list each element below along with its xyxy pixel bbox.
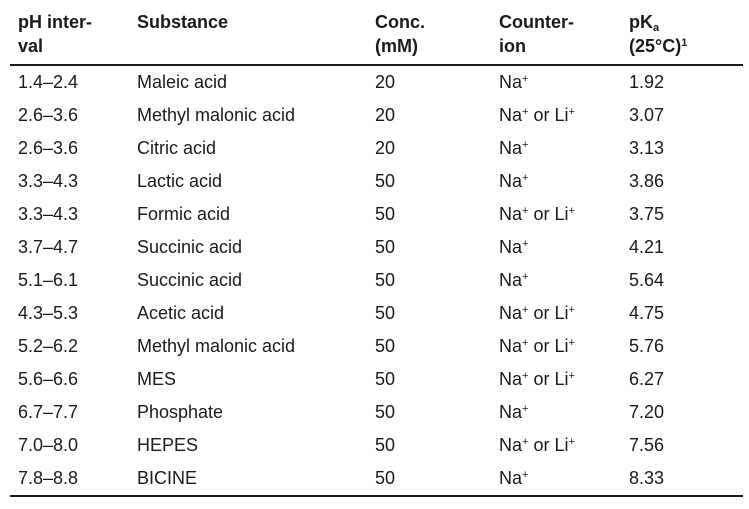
ion-primary-charge: + [522, 139, 529, 151]
cell-substance: Citric acid [137, 138, 217, 158]
ion-secondary: Li [554, 105, 569, 125]
header-counter-ion-line1: Counter- [499, 12, 574, 32]
ion-secondary: Li [554, 369, 569, 389]
ion-join: or [528, 303, 555, 323]
cell-substance: Maleic acid [137, 72, 228, 92]
ion-primary: Na [499, 105, 523, 125]
cell-ph-interval: 3.7–4.7 [18, 237, 79, 257]
cell-substance: Phosphate [137, 402, 224, 422]
cell-substance: Formic acid [137, 204, 231, 224]
header-pka-sub: a [653, 22, 660, 34]
ion-join: or [528, 105, 555, 125]
table-body [10, 65, 743, 496]
ion-primary: Na [499, 303, 523, 323]
ion-secondary-charge: + [568, 370, 575, 382]
ion-primary-charge: + [522, 73, 529, 85]
cell-conc: 50 [375, 270, 396, 290]
cell-counter-ion [491, 231, 621, 264]
ion-primary: Na [499, 270, 523, 290]
ion-primary-charge: + [522, 304, 529, 316]
ion-primary-charge: + [522, 271, 529, 283]
table-row [10, 363, 743, 396]
cell-pka: 3.75 [629, 204, 665, 224]
ion-secondary-charge: + [568, 205, 575, 217]
ion-join: or [528, 435, 555, 455]
cell-ph-interval: 4.3–5.3 [18, 303, 79, 323]
cell-pka: 5.64 [629, 270, 665, 290]
cell-conc: 50 [375, 204, 396, 224]
table-row [10, 165, 743, 198]
cell-conc: 50 [375, 237, 396, 257]
cell-ph-interval: 2.6–3.6 [18, 138, 79, 158]
table-row [10, 198, 743, 231]
cell-substance: Lactic acid [137, 171, 223, 191]
ion-primary-charge: + [522, 337, 529, 349]
cell-substance: MES [137, 369, 177, 389]
cell-counter-ion [491, 429, 621, 462]
ion-secondary: Li [554, 204, 569, 224]
ion-primary: Na [499, 402, 523, 422]
ion-primary-charge: + [522, 469, 529, 481]
header-ph-interval-line2: val [18, 36, 44, 56]
ion-primary-charge: + [522, 106, 529, 118]
cell-counter-ion [491, 264, 621, 297]
cell-ph-interval: 3.3–4.3 [18, 171, 79, 191]
header-conc [367, 10, 491, 65]
cell-conc: 50 [375, 303, 396, 323]
ion-primary: Na [499, 336, 523, 356]
cell-ph-interval: 1.4–2.4 [18, 72, 79, 92]
ion-join: or [528, 369, 555, 389]
ion-secondary: Li [554, 303, 569, 323]
cell-pka: 8.33 [621, 462, 743, 496]
cell-conc: 20 [375, 72, 396, 92]
header-substance: Substance [129, 10, 367, 65]
ion-primary: Na [499, 171, 523, 191]
table-row [10, 132, 743, 165]
ion-secondary: Li [554, 336, 569, 356]
ion-primary: Na [499, 237, 523, 257]
ion-primary-charge: + [522, 436, 529, 448]
table-row [10, 429, 743, 462]
header-ph-interval [10, 10, 129, 65]
table-row [10, 65, 743, 99]
cell-ph-interval: 5.1–6.1 [18, 270, 79, 290]
cell-pka: 3.07 [629, 105, 665, 125]
cell-ph-interval: 5.2–6.2 [18, 336, 79, 356]
ion-primary: Na [499, 435, 523, 455]
cell-ph-interval: 7.8–8.8 [10, 462, 129, 496]
header-counter-ion [491, 10, 621, 65]
cell-counter-ion [491, 198, 621, 231]
cell-pka: 5.76 [629, 336, 665, 356]
table-row [10, 462, 743, 496]
table-row [10, 396, 743, 429]
cell-substance: BICINE [129, 462, 367, 496]
cell-counter-ion [491, 297, 621, 330]
header-pka [621, 10, 743, 65]
ion-primary: Na [499, 369, 523, 389]
ion-primary: Na [499, 138, 523, 158]
cell-ph-interval: 7.0–8.0 [18, 435, 79, 455]
ion-primary-charge: + [522, 403, 529, 415]
ion-primary-charge: + [522, 238, 529, 250]
table-row [10, 330, 743, 363]
buffer-table [10, 10, 743, 497]
ion-primary: Na [499, 204, 523, 224]
table-header [10, 10, 743, 65]
table-row [10, 264, 743, 297]
ion-primary-charge: + [522, 172, 529, 184]
table-row [10, 231, 743, 264]
cell-pka: 6.27 [629, 369, 665, 389]
cell-ph-interval: 6.7–7.7 [18, 402, 79, 422]
ion-primary-charge: + [522, 205, 529, 217]
header-counter-ion-line2: ion [499, 36, 526, 56]
cell-pka: 7.20 [629, 402, 665, 422]
cell-pka: 4.75 [629, 303, 665, 323]
cell-counter-ion [491, 65, 621, 99]
cell-ph-interval: 2.6–3.6 [18, 105, 79, 125]
cell-pka: 7.56 [629, 435, 665, 455]
cell-conc: 50 [375, 369, 396, 389]
cell-pka: 3.86 [629, 171, 665, 191]
cell-substance: Methyl malonic acid [137, 105, 296, 125]
cell-substance: HEPES [137, 435, 199, 455]
cell-substance: Succinic acid [137, 270, 243, 290]
table-row [10, 99, 743, 132]
cell-conc: 50 [375, 435, 396, 455]
header-pka-main: pK [629, 12, 653, 32]
cell-pka: 4.21 [629, 237, 665, 257]
cell-counter-ion [491, 462, 621, 496]
ion-primary: Na [499, 468, 523, 488]
ion-secondary-charge: + [568, 436, 575, 448]
ion-primary-charge: + [522, 370, 529, 382]
cell-ph-interval: 5.6–6.6 [18, 369, 79, 389]
footnote-marker: 1 [681, 37, 688, 49]
ion-secondary: Li [554, 435, 569, 455]
cell-counter-ion [491, 363, 621, 396]
header-row [10, 10, 743, 65]
header-pka-temp: (25°C) [629, 36, 682, 56]
header-conc-line1: Conc. [375, 12, 426, 32]
cell-conc: 50 [375, 171, 396, 191]
cell-ph-interval: 3.3–4.3 [18, 204, 79, 224]
ion-join: or [528, 336, 555, 356]
cell-conc: 20 [375, 105, 396, 125]
ion-primary: Na [499, 72, 523, 92]
header-ph-interval-line1: pH inter- [18, 12, 92, 32]
cell-counter-ion [491, 396, 621, 429]
table-row [10, 297, 743, 330]
cell-counter-ion [491, 330, 621, 363]
header-conc-line2: (mM) [375, 36, 418, 56]
cell-conc: 50 [367, 462, 491, 496]
cell-counter-ion [491, 132, 621, 165]
ion-secondary-charge: + [568, 106, 575, 118]
ion-secondary-charge: + [568, 337, 575, 349]
ion-join: or [528, 204, 555, 224]
cell-pka: 3.13 [629, 138, 665, 158]
cell-counter-ion [491, 99, 621, 132]
cell-conc: 50 [375, 402, 396, 422]
cell-conc: 20 [375, 138, 396, 158]
cell-conc: 50 [375, 336, 396, 356]
cell-substance: Succinic acid [137, 237, 243, 257]
ion-secondary-charge: + [568, 304, 575, 316]
cell-substance: Acetic acid [137, 303, 225, 323]
cell-counter-ion [491, 165, 621, 198]
cell-substance: Methyl malonic acid [137, 336, 296, 356]
cell-pka: 1.92 [629, 72, 665, 92]
buffer-table-container [10, 10, 743, 497]
